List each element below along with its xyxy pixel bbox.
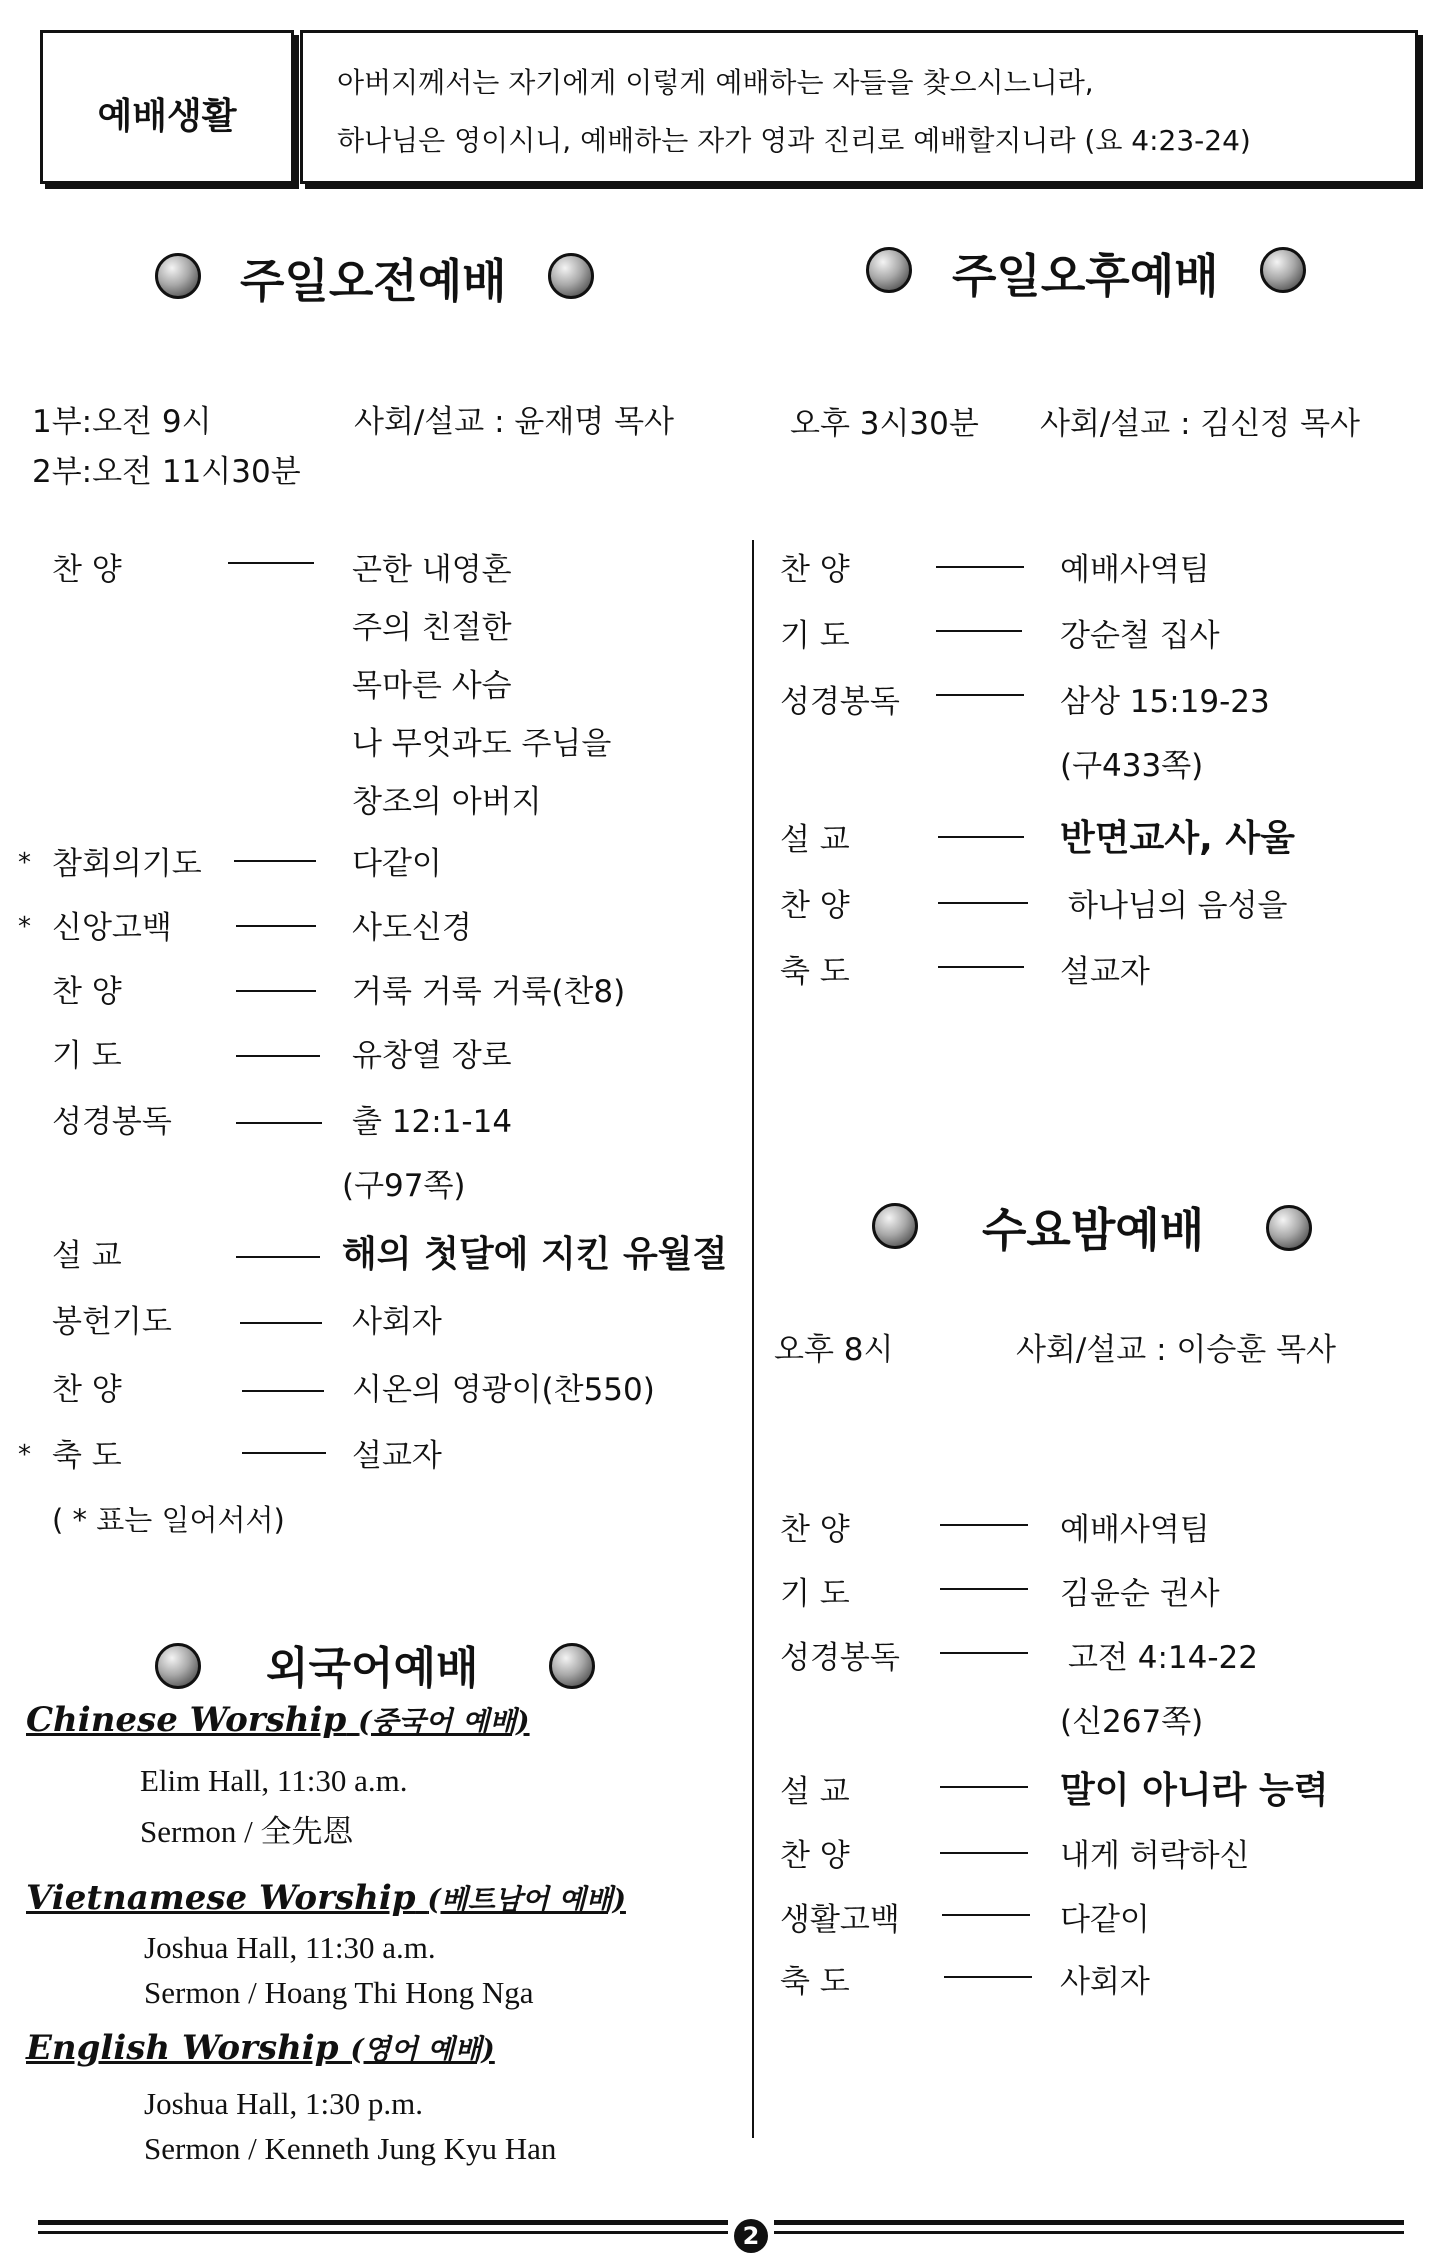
dash [242,1452,326,1454]
dash [940,1652,1028,1654]
dash [942,1914,1030,1916]
bullet-icon [155,253,201,299]
wednesday-time: 오후 8시 [774,1332,894,1368]
order-value: 다같이 [352,846,442,882]
order-label: 설 교 [780,1774,850,1810]
chinese-worship-title: Chinese Worship (중국어 예배) [26,1700,530,1740]
standing-note: ( * 표는 일어서서) [52,1503,285,1537]
standing-mark: * [18,1440,31,1470]
footer-rule-left [38,2220,728,2225]
section-label-box [40,30,294,184]
service-location: Joshua Hall, 1:30 p.m. [144,2086,423,2121]
order-value: 설교자 [352,1438,442,1474]
order-value: 예배사역팀 [1060,552,1210,588]
service-location: Joshua Hall, 11:30 a.m. [144,1930,436,1965]
afternoon-title: 주일오후예배 [952,249,1219,303]
order-label: 신앙고백 [52,910,172,946]
order-value: 설교자 [1060,954,1150,990]
reading-page: (구97쪽) [342,1168,466,1204]
order-value: 사도신경 [352,910,472,946]
morning-time-2: 2부:오전 11시30분 [32,454,301,490]
service-sermon: Sermon / 全先恩 [140,1814,354,1849]
service-sermon: Sermon / Kenneth Jung Kyu Han [144,2131,557,2166]
footer-rule-left [38,2231,728,2234]
order-label: 찬 양 [780,552,850,588]
reading-page: (신267쪽) [1060,1704,1204,1740]
order-label: 찬 양 [52,974,122,1010]
order-value: 김윤순 권사 [1060,1576,1220,1612]
scripture-line-1: 아버지께서는 자기에게 이렇게 예배하는 자들을 찾으시느니라, [337,66,1094,99]
order-label: 축 도 [52,1438,122,1474]
dash [936,566,1024,568]
dash [940,1524,1028,1526]
hymn-3: 목마른 사슴 [352,668,512,704]
bullet-icon [866,247,912,293]
order-value: 삼상 15:19-23 [1060,684,1270,720]
order-label: 설 교 [780,822,850,858]
order-label: 찬 양 [780,888,850,924]
dash [236,1055,320,1057]
order-label: 축 도 [780,1964,850,2000]
reading-page: (구433쪽) [1060,748,1204,784]
scripture-box [300,30,1418,184]
bullet-icon [872,1203,918,1249]
hymn-2: 주의 친절한 [352,610,512,646]
order-label: 기 도 [780,618,850,654]
section-label: 예배생활 [97,96,237,137]
order-label: 찬 양 [780,1838,850,1874]
morning-leader: 사회/설교 : 윤재명 목사 [354,404,674,440]
service-sermon: Sermon / Hoang Thi Hong Nga [144,1975,534,2010]
bullet-icon [1260,247,1306,293]
dash [940,1786,1028,1788]
order-value: 고전 4:14-22 [1068,1640,1258,1676]
page-number: 2 [734,2219,768,2253]
dash [938,902,1028,904]
order-value: 사회자 [1060,1964,1150,2000]
hymn-5: 창조의 아버지 [352,784,542,820]
vietnamese-worship-title: Vietnamese Worship (베트남어 예배) [26,1878,626,1918]
order-value: 예배사역팀 [1060,1512,1210,1548]
dash [940,1852,1028,1854]
hymn-1: 곤한 내영혼 [352,552,512,588]
dash [236,925,316,927]
dash [936,630,1022,632]
bullet-icon [548,253,594,299]
footer-rule-right [774,2231,1404,2234]
afternoon-time: 오후 3시30분 [790,406,979,442]
sermon-title: 반면교사, 사울 [1060,818,1295,859]
order-label: 찬 양 [52,1372,122,1408]
dash [242,1390,324,1392]
hymn-4: 나 무엇과도 주님을 [352,726,612,762]
dash [240,1322,322,1324]
order-value: 하나님의 음성을 [1068,888,1288,924]
wednesday-leader: 사회/설교 : 이승훈 목사 [1016,1332,1336,1368]
order-label: 기 도 [780,1576,850,1612]
column-divider [752,540,754,2138]
order-label: 참회의기도 [52,846,202,882]
dash [236,1122,322,1124]
foreign-title: 외국어예배 [266,1643,479,1694]
order-label: 생활고백 [780,1902,900,1938]
english-worship-title: English Worship (영어 예배) [26,2028,495,2068]
order-label: 성경봉독 [780,1640,900,1676]
bullet-icon [549,1643,595,1689]
afternoon-leader: 사회/설교 : 김신정 목사 [1040,406,1360,442]
order-label: 기 도 [52,1038,122,1074]
scripture-line-2: 하나님은 영이시니, 예배하는 자가 영과 진리로 예배할지니라 (요 4:23-24) [337,124,1251,157]
order-value: 거룩 거룩 거룩(찬8) [352,974,626,1010]
order-label: 성경봉독 [52,1104,172,1140]
standing-mark: * [18,848,31,878]
bullet-icon [1266,1205,1312,1251]
service-location: Elim Hall, 11:30 a.m. [140,1763,408,1798]
order-value: 강순철 집사 [1060,618,1220,654]
order-value: 유창열 장로 [352,1038,512,1074]
order-value: 사회자 [352,1304,442,1340]
order-value: 다같이 [1060,1902,1150,1938]
order-label: 성경봉독 [780,684,900,720]
order-label: 찬 양 [780,1512,850,1548]
standing-mark: * [18,912,31,942]
dash [936,694,1024,696]
dash [938,966,1024,968]
order-label: 설 교 [52,1238,122,1274]
sermon-title: 말이 아니라 능력 [1060,1770,1329,1811]
wednesday-title: 수요밤예배 [982,1203,1205,1257]
dash [940,1588,1028,1590]
dash [236,990,316,992]
sermon-title: 해의 첫달에 지킨 유월절 [342,1234,728,1275]
morning-time-1: 1부:오전 9시 [32,404,212,440]
bullet-icon [155,1643,201,1689]
footer-rule-right [774,2220,1404,2225]
dash [236,1256,320,1258]
dash [944,1976,1032,1978]
order-label: 찬 양 [52,552,122,588]
order-value: 출 12:1-14 [352,1104,513,1140]
order-label: 봉헌기도 [52,1304,172,1340]
dash [234,860,316,862]
morning-title: 주일오전예배 [240,254,507,308]
order-label: 축 도 [780,954,850,990]
dash [938,836,1024,838]
order-value: 시온의 영광이(찬550) [352,1372,655,1408]
order-value: 내게 허락하신 [1060,1838,1250,1874]
dash [228,562,314,564]
